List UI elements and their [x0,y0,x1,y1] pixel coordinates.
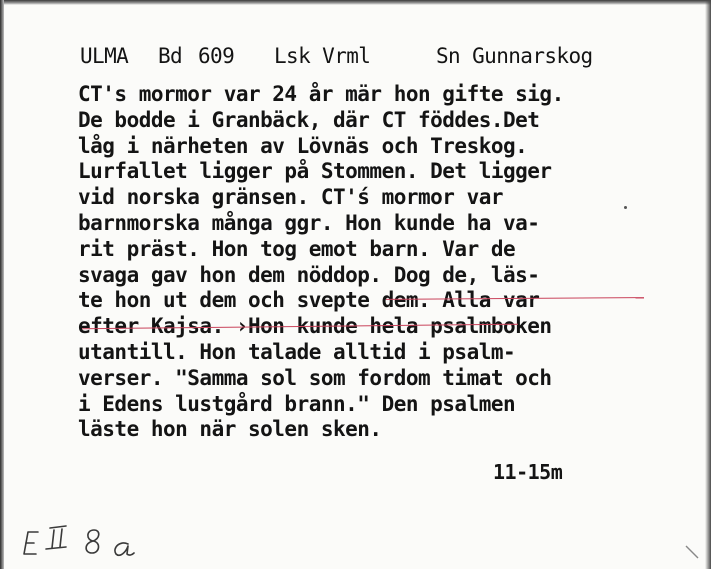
corner-mark [680,542,704,562]
text-line: verser. "Samma sol som fordom timat och [78,365,552,390]
archive-code: ULMA [80,44,129,68]
card-right-edge [705,0,711,569]
card-left-edge [0,0,4,569]
text-line: barnmorska många ggr. Hon kunde ha va- [78,210,540,235]
text-line: De bodde i Granbäck, där CT föddes.Det [78,107,540,132]
parish-name: Sn Gunnarskog [436,44,593,68]
text-line: vid norska gränsen. CT'ś mormor var [78,185,504,210]
text-line: te hon ut dem och svepte dem. Alla var [78,288,540,313]
text-line: CT's mormor var 24 år mär hon gifte sig. [78,82,564,106]
text-line: läste hon när solen sken. [78,417,382,442]
card-body-text [78,82,688,443]
card-header [80,40,680,72]
volume-number: 609 [198,44,235,68]
card-top-edge [0,0,711,5]
page-range: 11-15m [493,460,563,484]
region-code: Lsk Vrml [274,44,371,68]
text-line: Lurfallet ligger på Stommen. Det ligger [78,159,552,184]
text-line: efter Kajsa. ›Hon kunde hela psalmboken [78,314,552,339]
ink-speck [624,206,627,209]
text-line: svaga gav hon dem nöddop. Dog de, läs- [78,262,540,287]
handwritten-signature [16,518,176,562]
text-line: i Edens lustgård brann." Den psalmen [78,391,516,416]
text-line: utantill. Hon talade alltid i psalm- [78,339,516,364]
text-line: rit präst. Hon tog emot barn. Var de [78,236,516,261]
text-line: låg i närheten av Lövnäs och Treskog. [78,133,528,158]
volume-label: Bd [158,44,183,68]
